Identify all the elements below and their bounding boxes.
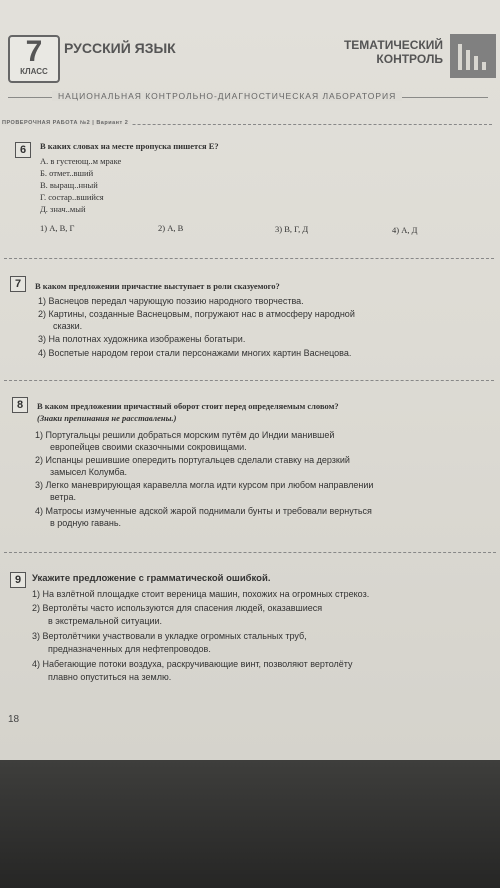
subject-title: РУССКИЙ ЯЗЫК bbox=[64, 40, 176, 56]
task-number-8: 8 bbox=[12, 397, 28, 413]
task9-option: в экстремальной ситуации. bbox=[48, 616, 163, 626]
task7-option: 3) На полотнах художника изображены богатыри. bbox=[38, 334, 246, 344]
task6-question: В каких словах на месте пропуска пишется Е? bbox=[40, 141, 219, 151]
task8-question: В каком предложении причастный оборот стоит перед определяемым словом? bbox=[37, 401, 339, 411]
task6-answer: 1) А, В, Г bbox=[40, 223, 75, 233]
task7-question: В каком предложении причастие выступает в роли сказуемого? bbox=[35, 281, 280, 291]
work-label: ПРОВЕРОЧНАЯ РАБОТА №2 | Вариант 2 bbox=[2, 120, 131, 126]
task6-word: Д. знач..мый bbox=[40, 204, 86, 214]
divider bbox=[4, 552, 496, 553]
publisher-logo-icon bbox=[450, 34, 496, 78]
task9-option: 2) Вертолёты часто используются для спасения людей, оказавшиеся bbox=[32, 603, 323, 613]
task8-option: ветра. bbox=[50, 492, 77, 502]
task9-option: предназначенных для нефтепроводов. bbox=[48, 644, 211, 654]
grade-badge bbox=[8, 35, 60, 83]
task6-word: Б. отмет..вший bbox=[40, 168, 94, 178]
task6-answer: 3) В, Г, Д bbox=[275, 224, 309, 234]
task9-option: плавно опуститься на землю. bbox=[48, 672, 172, 682]
task9-option: 1) На взлётной площадке стоит вереница машин, похожих на огромных стрекоз. bbox=[32, 589, 370, 599]
task-number-7: 7 bbox=[10, 276, 26, 292]
task-number-6: 6 bbox=[15, 142, 31, 158]
task6-answer: 4) А, Д bbox=[392, 225, 418, 235]
task6-word: Г. состар..вшийся bbox=[40, 192, 104, 202]
task-number-9: 9 bbox=[10, 572, 26, 588]
task7-option: сказки. bbox=[53, 321, 83, 331]
task8-option: 3) Легко маневрирующая каравелла могла идти курсом при любом направлении bbox=[35, 480, 374, 490]
divider bbox=[4, 380, 494, 381]
control-title: ТЕМАТИЧЕСКИЙ КОНТРОЛЬ bbox=[343, 38, 443, 66]
background-table bbox=[0, 760, 500, 888]
task6-answer: 2) А, В bbox=[158, 223, 184, 233]
task6-word: А. в густеющ..м мраке bbox=[40, 156, 122, 166]
task7-option: 1) Васнецов передал чарующую поэзию народного творчества. bbox=[38, 296, 304, 306]
task8-option: замысел Колумба. bbox=[50, 467, 127, 477]
task8-note: (Знаки препинания не расставлены.) bbox=[37, 413, 177, 423]
grade-number: 7 bbox=[25, 35, 43, 68]
page-number: 18 bbox=[8, 714, 20, 725]
task9-option: 4) Набегающие потоки воздуха, раскручивающие винт, позволяют вертолёту bbox=[32, 659, 353, 669]
task7-option: 4) Воспетые народом герои стали персонажами многих картин Васнецова. bbox=[38, 348, 352, 358]
task7-option: 2) Картины, созданные Васнецовым, погружают нас в атмосферу народной bbox=[38, 309, 355, 319]
divider bbox=[4, 258, 494, 259]
task8-option: 4) Матросы измученные адской жарой поднимали бунты и требовали вернуться bbox=[35, 506, 372, 516]
task8-option: в родную гавань. bbox=[50, 518, 122, 528]
task8-option: 2) Испанцы решившие опередить португальцев сделали ставку на дерзкий bbox=[35, 455, 350, 465]
lab-name: НАЦИОНАЛЬНАЯ КОНТРОЛЬНО-ДИАГНОСТИЧЕСКАЯ ЛАБОРАТОРИЯ bbox=[52, 91, 402, 101]
grade-label: КЛАСС bbox=[20, 67, 48, 76]
task8-option: европейцев своими сказочными сокровищами. bbox=[50, 442, 247, 452]
task8-option: 1) Португальцы решили добраться морским путём до Индии манившей bbox=[35, 430, 335, 440]
task6-word: В. выращ..нный bbox=[40, 180, 98, 190]
task9-option: 3) Вертолётчики участвовали в укладке огромных стальных труб, bbox=[32, 631, 307, 641]
task9-question: Укажите предложение с грамматической ошибкой. bbox=[32, 573, 271, 584]
